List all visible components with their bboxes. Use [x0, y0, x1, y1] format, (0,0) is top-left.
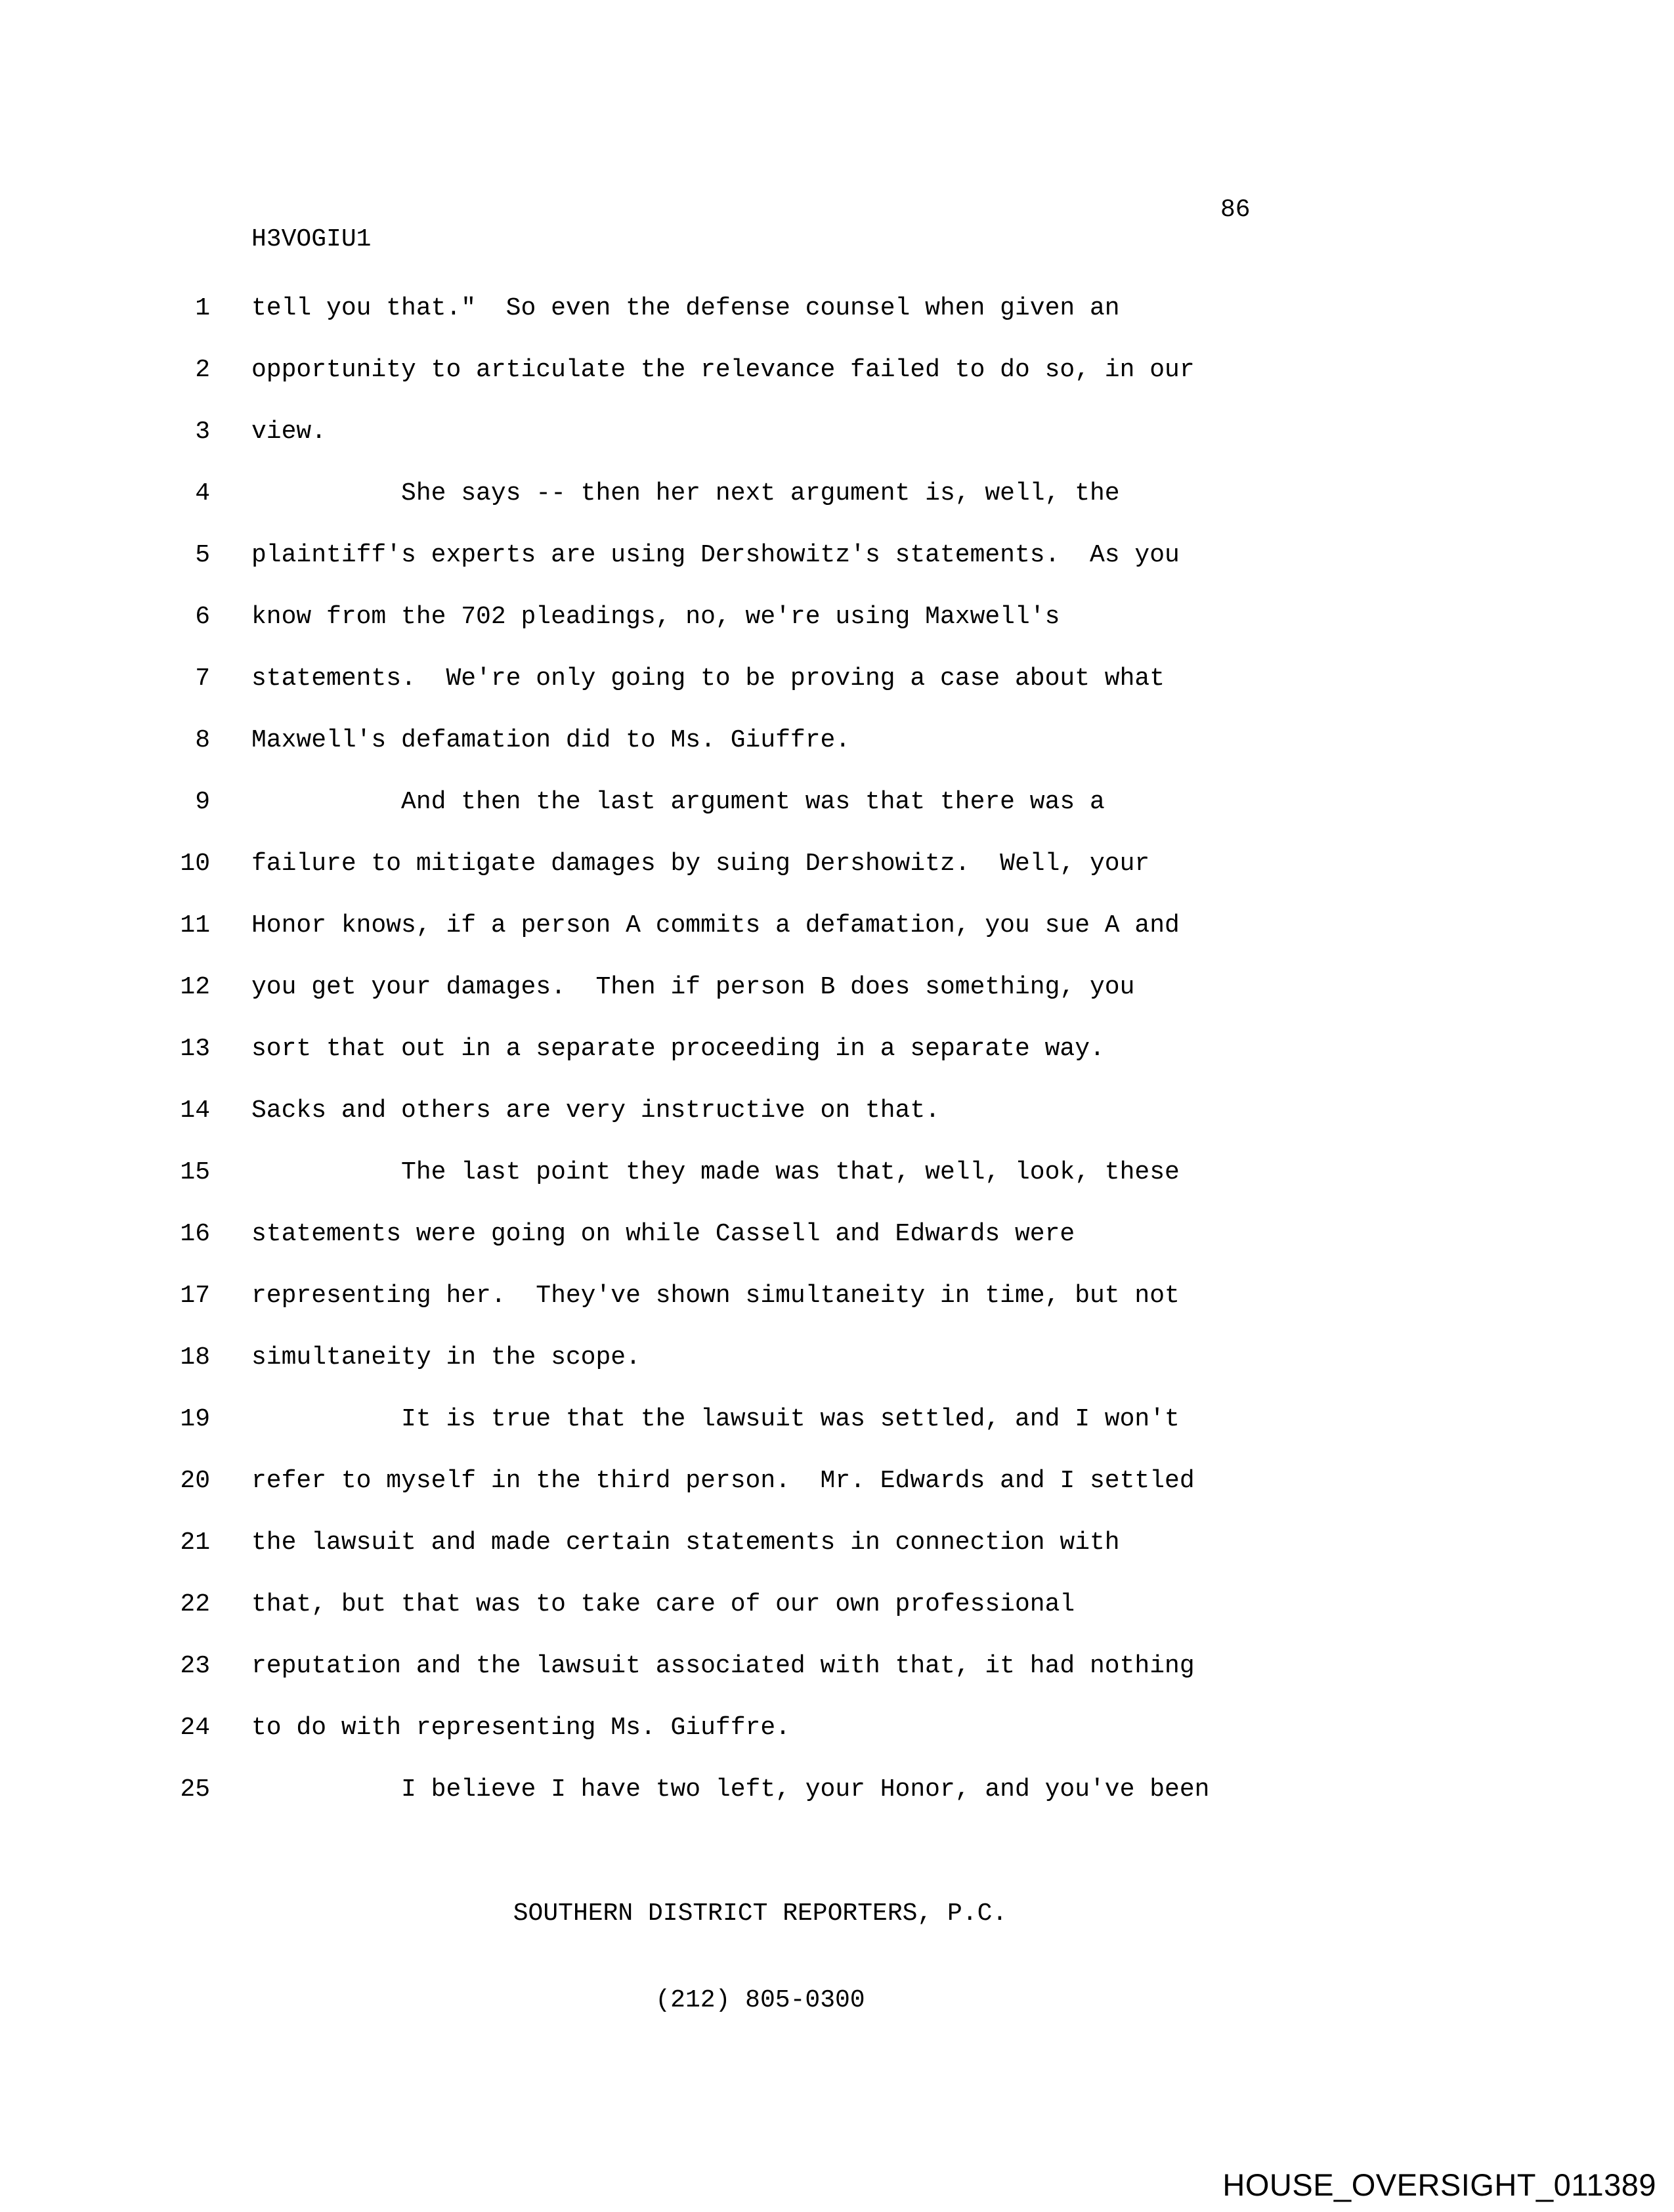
line-text: tell you that." So even the defense counsel when given an — [251, 294, 1120, 322]
transcript-line — [0, 463, 1674, 525]
transcript-line — [0, 339, 1674, 401]
transcript-line — [0, 401, 1674, 463]
line-number: 4 — [195, 479, 210, 508]
line-number: 20 — [180, 1467, 210, 1495]
bates-stamp: HOUSE_OVERSIGHT_011389 — [1222, 2167, 1656, 2202]
transcript-line — [0, 1450, 1674, 1512]
line-number: 5 — [195, 541, 210, 569]
reporter-phone: (212) 805-0300 — [655, 1986, 865, 2014]
line-text: simultaneity in the scope. — [251, 1343, 641, 1372]
transcript-line — [0, 710, 1674, 771]
line-text: failure to mitigate damages by suing Dershowitz. Well, your — [251, 850, 1150, 878]
line-text: statements. We're only going to be proving a case about what — [251, 664, 1165, 693]
line-text: opportunity to articulate the relevance failed to do so, in our — [251, 356, 1195, 384]
line-text: that, but that was to take care of our own professional — [251, 1590, 1075, 1618]
transcript-line — [0, 586, 1674, 648]
line-text: I believe I have two left, your Honor, and you've been — [251, 1775, 1210, 1804]
line-text: reputation and the lawsuit associated with that, it had nothing — [251, 1652, 1195, 1680]
line-text: Sacks and others are very instructive on that. — [251, 1096, 940, 1125]
line-number: 18 — [180, 1343, 210, 1372]
line-number: 8 — [195, 726, 210, 754]
reporter-footer — [251, 1842, 1269, 2073]
line-text: Maxwell's defamation did to Ms. Giuffre. — [251, 726, 851, 754]
line-text: And then the last argument was that there was a — [251, 788, 1105, 816]
reporter-name: SOUTHERN DISTRICT REPORTERS, P.C. — [513, 1899, 1008, 1928]
line-number: 16 — [180, 1220, 210, 1248]
transcript-line — [0, 1697, 1674, 1759]
transcript-line — [0, 1080, 1674, 1142]
line-number: 2 — [195, 356, 210, 384]
page-number: 86 — [1220, 196, 1251, 224]
transcript-line — [0, 1512, 1674, 1574]
line-text: Honor knows, if a person A commits a defamation, you sue A and — [251, 911, 1180, 940]
line-text: statements were going on while Cassell and Edwards were — [251, 1220, 1075, 1248]
line-number: 15 — [180, 1158, 210, 1186]
line-text: to do with representing Ms. Giuffre. — [251, 1714, 790, 1742]
transcript-line — [0, 1142, 1674, 1204]
line-number: 17 — [180, 1282, 210, 1310]
transcript-line — [0, 1327, 1674, 1389]
session-id: H3VOGIU1 — [251, 225, 372, 253]
line-number: 9 — [195, 788, 210, 816]
line-number: 23 — [180, 1652, 210, 1680]
transcript-line — [0, 1389, 1674, 1450]
transcript-line — [0, 1574, 1674, 1636]
line-number: 22 — [180, 1590, 210, 1618]
line-text: sort that out in a separate proceeding in a separate way. — [251, 1035, 1105, 1063]
line-number: 24 — [180, 1714, 210, 1742]
line-number: 10 — [180, 850, 210, 878]
transcript-line — [0, 525, 1674, 586]
line-text: refer to myself in the third person. Mr. Edwards and I settled — [251, 1467, 1195, 1495]
transcript-line — [0, 1018, 1674, 1080]
transcript-line — [0, 648, 1674, 710]
line-text: you get your damages. Then if person B does something, you — [251, 973, 1135, 1001]
line-number: 3 — [195, 418, 210, 446]
line-text: know from the 702 pleadings, no, we're using Maxwell's — [251, 603, 1060, 631]
line-number: 12 — [180, 973, 210, 1001]
line-text: It is true that the lawsuit was settled, and I won't — [251, 1405, 1180, 1433]
line-text: She says -- then her next argument is, well, the — [251, 479, 1120, 508]
transcript-line — [0, 895, 1674, 957]
line-number: 14 — [180, 1096, 210, 1125]
line-text: plaintiff's experts are using Dershowitz's statements. As you — [251, 541, 1180, 569]
line-text: view. — [251, 418, 327, 446]
line-text: The last point they made was that, well, look, these — [251, 1158, 1180, 1186]
line-number: 11 — [180, 911, 210, 940]
line-number: 1 — [195, 294, 210, 322]
transcript-line — [0, 1265, 1674, 1327]
line-number: 19 — [180, 1405, 210, 1433]
transcript-line — [0, 278, 1674, 339]
transcript-line — [0, 1204, 1674, 1265]
line-number: 6 — [195, 603, 210, 631]
line-number: 7 — [195, 664, 210, 693]
transcript-line — [0, 1636, 1674, 1697]
transcript-line — [0, 833, 1674, 895]
transcript-line — [0, 957, 1674, 1018]
transcript-line — [0, 1759, 1674, 1821]
line-text: the lawsuit and made certain statements in connection with — [251, 1529, 1120, 1557]
line-number: 25 — [180, 1775, 210, 1804]
line-text: representing her. They've shown simultaneity in time, but not — [251, 1282, 1180, 1310]
line-number: 13 — [180, 1035, 210, 1063]
transcript-line — [0, 771, 1674, 833]
line-number: 21 — [180, 1529, 210, 1557]
transcript-body — [0, 278, 1674, 1821]
